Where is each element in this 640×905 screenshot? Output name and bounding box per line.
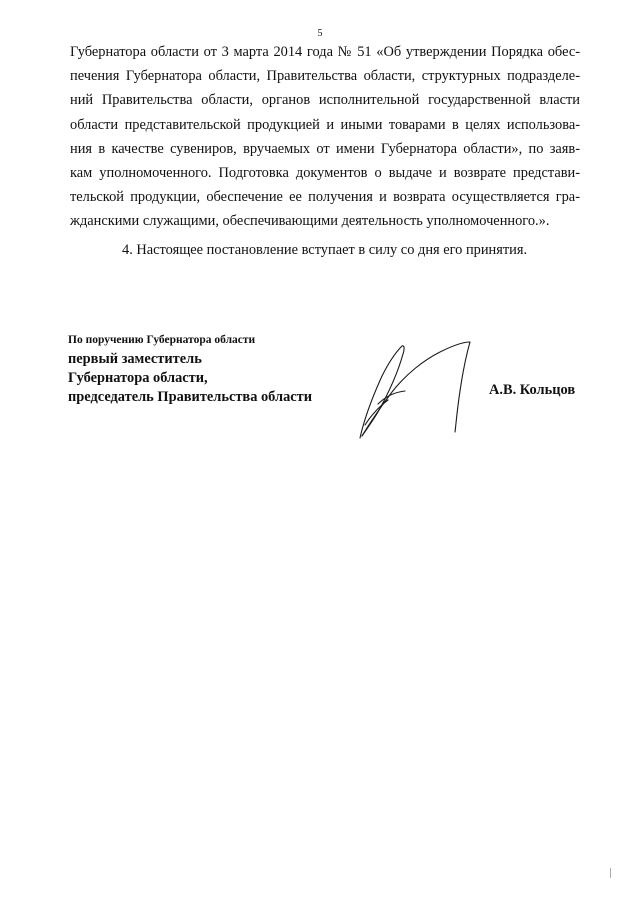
signature-position-line: Губернатора области, bbox=[68, 370, 208, 386]
body-line: области представительской продукцией и иными товарами в целях использова- bbox=[70, 116, 580, 133]
body-line: ния в качестве сувениров, вручаемых от имени Губернатора области», по заяв- bbox=[70, 140, 580, 157]
body-line: жданскими служащими, обеспечивающими деятельность уполномоченного.». bbox=[70, 213, 550, 230]
body-line: тельской продукции, обеспечение ее получения и возврата осуществляется гра- bbox=[70, 189, 580, 206]
page-number: 5 bbox=[317, 28, 323, 39]
body-line: печения Губернатора области, Правительства области, структурных подразделе- bbox=[70, 68, 580, 85]
body-line: Губернатора области от 3 марта 2014 года № 51 «Об утверждении Порядка обес- bbox=[70, 44, 580, 60]
body-line: кам уполномоченного. Подготовка документов о выдаче и возврате представи- bbox=[70, 164, 580, 181]
signature-intro: По поручению Губернатора области bbox=[68, 334, 256, 346]
signature-position-line: первый заместитель bbox=[68, 351, 202, 367]
paragraph-4: 4. Настоящее постановление вступает в силу со дня его принятия. bbox=[122, 241, 528, 258]
scan-edge-mark bbox=[610, 868, 611, 878]
signatory-name: А.В. Кольцов bbox=[489, 382, 576, 398]
signature-position-line: председатель Правительства области bbox=[68, 389, 313, 405]
body-line: ний Правительства области, органов исполнительной государственной власти bbox=[70, 92, 580, 109]
